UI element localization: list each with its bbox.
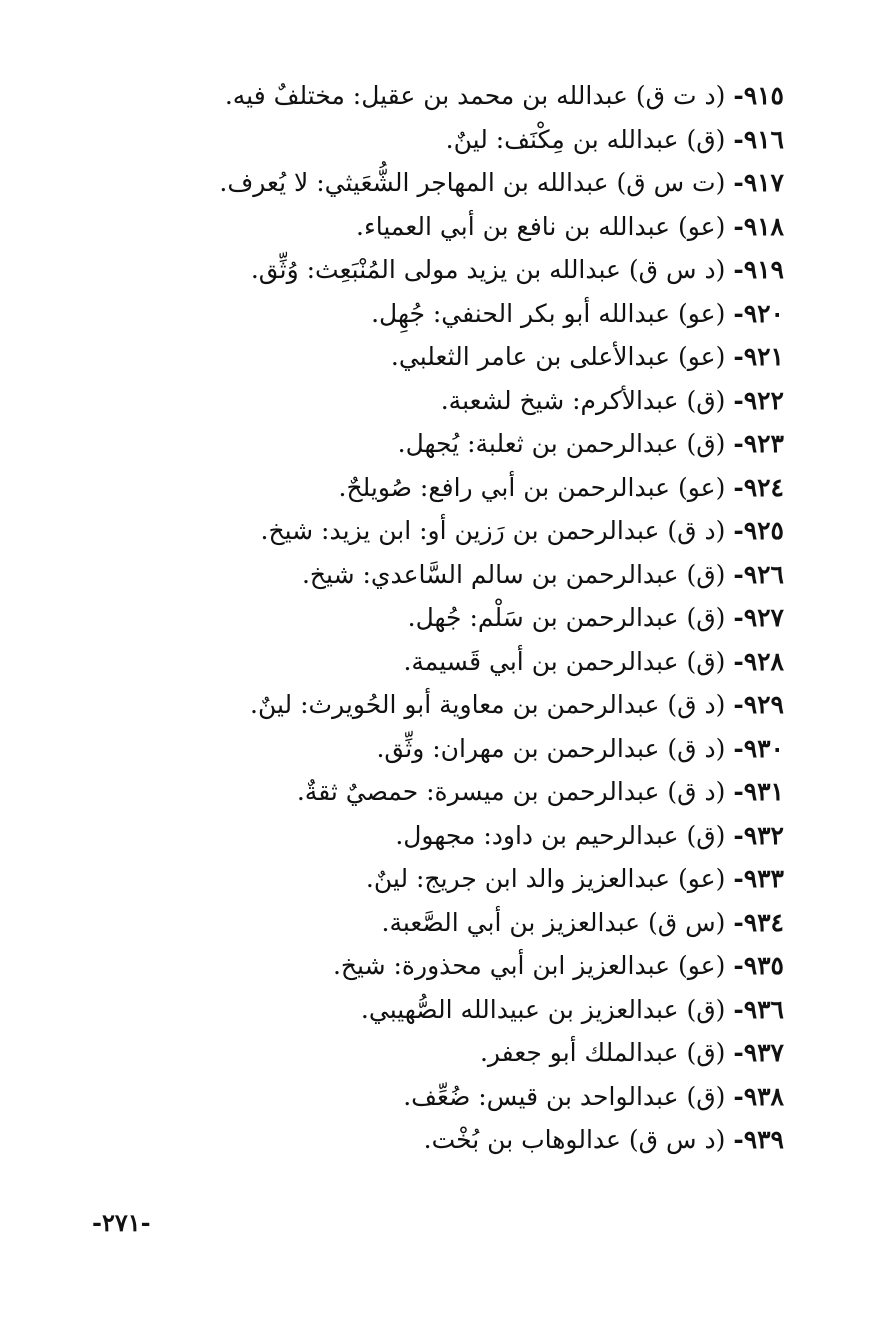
entry-number: ٩١٧-	[733, 168, 784, 197]
entry-line	[104, 553, 784, 597]
entry-line	[104, 248, 784, 292]
entry-number: ٩٣٣-	[733, 864, 784, 893]
entry-line	[104, 770, 784, 814]
entry-number: ٩١٨-	[733, 211, 784, 241]
entry-text: (عو) عبدالأعلى بن عامر الثعلبي.	[390, 342, 726, 371]
entry-number: ٩٣٦-	[733, 994, 784, 1024]
entry-number: ٩٢٤-	[733, 472, 784, 502]
entry-number: ٩٢٥-	[733, 516, 784, 545]
entry-number: ٩٢٠-	[733, 298, 784, 328]
entry-text: (ق) عبدالرحمن بن ثعلبة: يُجهل.	[397, 429, 726, 458]
entry-text: (ق) عبدالواحد بن قيس: ضُعِّف.	[403, 1081, 726, 1111]
entry-text: (د ق) عبدالرحمن بن معاوية أبو الحُويرث: لينٌ.	[250, 690, 726, 719]
entry-line	[104, 118, 784, 162]
entry-number: ٩٢٩-	[733, 690, 784, 719]
entry-line	[104, 74, 784, 118]
entry-text: (ق) عبدالملك أبو جعفر.	[479, 1038, 726, 1067]
entry-text: (د ق) عبدالرحمن بن رَزين أو: ابن يزيد: شيخ.	[260, 516, 726, 545]
entry-number: ٩٢١-	[733, 342, 784, 371]
entry-text: (ت س ق) عبدالله بن المهاجر الشُّعَيثي: لا يُعرف.	[219, 168, 726, 197]
entry-line	[104, 944, 784, 988]
entry-text: (عو) عبدالرحمن بن أبي رافع: صُويلحٌ.	[338, 472, 726, 502]
entry-text: (د س ق) عدالوهاب بن بُخْت.	[423, 1125, 726, 1154]
entry-text: (ق) عبدالرحمن بن أبي قَسيمة.	[403, 646, 726, 676]
entry-line	[104, 814, 784, 858]
entry-line	[104, 509, 784, 553]
entry-line	[104, 683, 784, 727]
entry-number: ٩٢٦-	[733, 559, 784, 589]
entry-number: ٩٢٢-	[733, 385, 784, 415]
entry-number: ٩٢٣-	[733, 429, 784, 458]
entry-number: ٩٣٩-	[733, 1125, 784, 1154]
entry-number: ٩٣١-	[733, 777, 784, 806]
entry-line	[104, 1031, 784, 1075]
entry-number: ٩١٩-	[733, 255, 784, 284]
entry-line	[104, 379, 784, 423]
entry-number: ٩٣٠-	[733, 733, 784, 763]
entry-line	[104, 727, 784, 771]
entry-number: ٩٣٨-	[733, 1081, 784, 1111]
entry-number: ٩٢٧-	[733, 603, 784, 632]
entry-text: (ق) عبدالعزيز بن عبيدالله الصُّهيبي.	[360, 994, 726, 1024]
entry-line	[104, 422, 784, 466]
page-number: -٢٧١-	[92, 1208, 151, 1237]
entry-line	[104, 1118, 784, 1162]
entry-number: ٩٢٨-	[733, 646, 784, 676]
entry-text: (س ق) عبدالعزيز بن أبي الصَّعبة.	[381, 907, 726, 937]
entry-text: (عو) عبدالعزيز ابن أبي محذورة: شيخ.	[332, 951, 726, 980]
entry-text: (عو) عبدالعزيز والد ابن جريج: لينٌ.	[365, 864, 726, 893]
entry-text: (د ت ق) عبدالله بن محمد بن عقيل: مختلفٌ فيه.	[224, 81, 726, 110]
entry-line	[104, 640, 784, 684]
entry-line	[104, 205, 784, 249]
entry-text: (ق) عبدالرحيم بن داود: مجهول.	[395, 820, 726, 850]
entry-number: ٩٣٤-	[733, 907, 784, 937]
entry-text: (ق) عبدالله بن مِكْنَف: لينٌ.	[445, 124, 726, 154]
entry-number: ٩١٥-	[733, 81, 784, 110]
entry-text: (د س ق) عبدالله بن يزيد مولى المُنْبَعِث: وُثِّق.	[250, 255, 726, 284]
entry-line	[104, 901, 784, 945]
entry-text: (عو) عبدالله أبو بكر الحنفي: جُهِل.	[371, 298, 726, 328]
entry-text: (د ق) عبدالرحمن بن مهران: وثِّق.	[376, 733, 726, 763]
entry-line	[104, 466, 784, 510]
entry-line	[104, 161, 784, 205]
entry-line	[104, 857, 784, 901]
entry-line	[104, 596, 784, 640]
entry-line	[104, 988, 784, 1032]
entry-number: ٩١٦-	[733, 124, 784, 154]
entry-text: (ق) عبدالأكرم: شيخ لشعبة.	[440, 385, 726, 415]
entry-text: (عو) عبدالله بن نافع بن أبي العمياء.	[356, 211, 726, 241]
entry-line	[104, 1075, 784, 1119]
entry-number: ٩٣٧-	[733, 1038, 784, 1067]
entry-text: (ق) عبدالرحمن بن سَلْم: جُهل.	[407, 603, 726, 632]
entry-text: (ق) عبدالرحمن بن سالم السَّاعدي: شيخ.	[301, 559, 726, 589]
entry-text: (د ق) عبدالرحمن بن ميسرة: حمصيٌ ثقةٌ.	[296, 777, 726, 806]
entry-number: ٩٣٥-	[733, 951, 784, 980]
entry-list	[104, 74, 784, 1162]
entry-number: ٩٣٢-	[733, 820, 784, 850]
entry-line	[104, 335, 784, 379]
entry-line	[104, 292, 784, 336]
